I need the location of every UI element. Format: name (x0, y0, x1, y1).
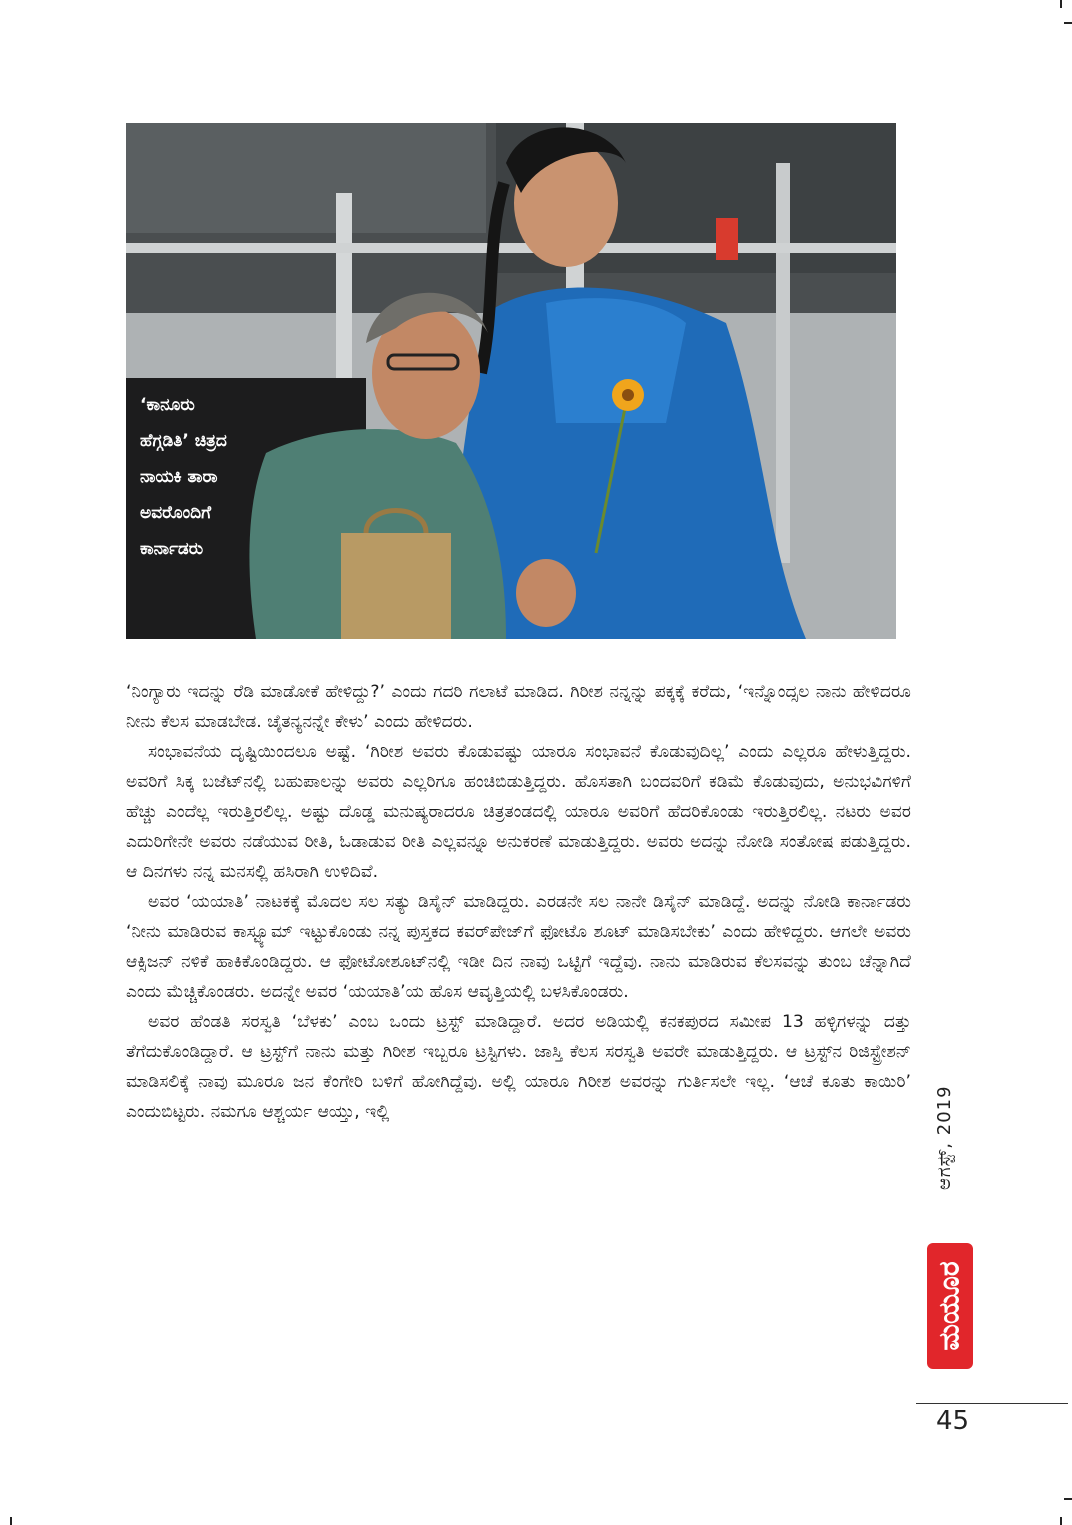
magazine-name: ಮಯೂರ (933, 1261, 967, 1351)
page-number: 45 (936, 1406, 970, 1436)
paragraph: ಅವರ ‘ಯಯಾತಿ’ ನಾಟಕಕ್ಕೆ ಮೊದಲ ಸಲ ಸತ್ಯು ಡಿಸೈನ್ ಮಾಡಿದ್ದರು. ಎರಡನೇ ಸಲ ನಾನೇ ಡಿಸೈನ್ ಮಾಡಿದ್ದೆ. ಅದನ್ನು ನೋಡಿ ಕಾರ್ನಾಡರು ‘ನೀನು ಮಾಡಿರುವ ಕಾಸ್ಟ್ಯೂಮ್ ಇಟ್ಟುಕೊಂಡು ನನ್ನ ಪುಸ್ತಕದ ಕವರ್‌ಪೇಜ್‌ಗೆ ಫೋಟೊ ಶೂಟ್ ಮಾಡಿಸಬೇಕು’ ಎಂದು ಹೇಳಿದ್ದರು. ಆಗಲೇ ಅವರು ಆಕ್ಸಿಜನ್ ನಳಿಕೆ ಹಾಕಿಕೊಂಡಿದ್ದರು. ಆ ಫೋಟೋಶೂಟ್‌ನಲ್ಲಿ ಇಡೀ ದಿನ ನಾವು ಒಟ್ಟಿಗೆ ಇದ್ದೆವು. ನಾನು ಮಾಡಿರುವ ಕೆಲಸವನ್ನು ತುಂಬ ಚೆನ್ನಾಗಿದೆ ಎಂದು ಮೆಚ್ಚಿಕೊಂಡರು. ಅದನ್ನೇ ಅವರ ‘ಯಯಾತಿ’ಯ ಹೊಸ ಆವೃತ್ತಿಯಲ್ಲಿ ಬಳಸಿಕೊಂಡರು. (126, 892, 911, 1002)
caption-line: ಕಾರ್ನಾಡರು (140, 539, 204, 559)
crop-mark (1060, 1517, 1062, 1525)
crop-mark (1064, 1498, 1072, 1500)
crop-mark (1060, 0, 1062, 8)
caption-line: ಅವರೊಂದಿಗೆ (140, 503, 212, 523)
crop-mark (1064, 22, 1072, 24)
paragraph: ಸಂಭಾವನೆಯ ದೃಷ್ಟಿಯಿಂದಲೂ ಅಷ್ಟೆ. ‘ಗಿರೀಶ ಅವರು ಕೊಡುವಷ್ಟು ಯಾರೂ ಸಂಭಾವನೆ ಕೊಡುವುದಿಲ್ಲ’ ಎಂದು ಎಲ್ಲರೂ ಹೇಳುತ್ತಿದ್ದರು. ಅವರಿಗೆ ಸಿಕ್ಕ ಬಜೆಟ್‌ನಲ್ಲಿ ಬಹುಪಾಲನ್ನು ಅವರು ಎಲ್ಲರಿಗೂ ಹಂಚಿಬಿಡುತ್ತಿದ್ದರು. ಹೊಸತಾಗಿ ಬಂದವರಿಗೆ ಕಡಿಮೆ ಕೊಡುವುದು, ಅನುಭವಿಗಳಿಗೆ ಹೆಚ್ಚು ಎಂದೆಲ್ಲ ಇರುತ್ತಿರಲಿಲ್ಲ. ಅಷ್ಟು ದೊಡ್ಡ ಮನುಷ್ಯರಾದರೂ ಚಿತ್ರತಂಡದಲ್ಲಿ ಯಾರೂ ಅವರಿಗೆ ಹೆದರಿಕೊಂಡು ಇರುತ್ತಿರಲಿಲ್ಲ. ನಟರು ಅವರ ಎದುರಿಗೇನೇ ಅವರು ನಡೆಯುವ ರೀತಿ, ಓಡಾಡುವ ರೀತಿ ಎಲ್ಲವನ್ನೂ ಅನುಕರಣೆ ಮಾಡುತ್ತಿದ್ದರು. ಅವರು ಅದನ್ನು ನೋಡಿ ಸಂತೋಷ ಪಡುತ್ತಿದ್ದರು. ಆ ದಿನಗಳು ನನ್ನ ಮನಸಲ್ಲಿ ಹಸಿರಾಗಿ ಉಳಿದಿವೆ. (126, 742, 911, 882)
crop-mark (10, 1517, 12, 1525)
caption-line: ನಾಯಕಿ ತಾರಾ (140, 467, 218, 487)
paragraph: ಅವರ ಹೆಂಡತಿ ಸರಸ್ವತಿ ‘ಬೆಳಕು’ ಎಂಬ ಒಂದು ಟ್ರಸ್ಟ್ ಮಾಡಿದ್ದಾರೆ. ಅದರ ಅಡಿಯಲ್ಲಿ ಕನಕಪುರದ ಸಮೀಪ 13 ಹಳ್ಳಿಗಳನ್ನು ದತ್ತು ತೆಗೆದುಕೊಂಡಿದ್ದಾರೆ. ಆ ಟ್ರಸ್ಟ್‌ಗೆ ನಾನು ಮತ್ತು ಗಿರೀಶ ಇಬ್ಬರೂ ಟ್ರಸ್ಟಿಗಳು. ಜಾಸ್ತಿ ಕೆಲಸ ಸರಸ್ವತಿ ಅವರೇ ಮಾಡುತ್ತಿದ್ದರು. ಆ ಟ್ರಸ್ಟ್‌ನ ರಿಜಿಸ್ಟ್ರೇಶನ್ ಮಾಡಿಸಲಿಕ್ಕೆ ನಾವು ಮೂರೂ ಜನ ಕೆಂಗೇರಿ ಬಳಿಗೆ ಹೋಗಿದ್ದೆವು. ಅಲ್ಲಿ ಯಾರೂ ಗಿರೀಶ ಅವರನ್ನು ಗುರ್ತಿಸಲೇ ಇಲ್ಲ. ‘ಆಚೆ ಕೂತು ಕಾಯಿರಿ’ ಎಂದುಬಿಟ್ಟರು. ನಮಗೂ ಆಶ್ಚರ್ಯ ಆಯ್ತು, ಇಲ್ಲಿ (126, 1012, 911, 1122)
photo-caption (140, 387, 290, 567)
article-body (126, 677, 911, 1127)
issue-date: ಆಗಸ್ಟ್, 2019 (934, 1085, 955, 1190)
article-photo (126, 123, 896, 639)
footer-rule (916, 1403, 1068, 1404)
paragraph: ‘ನಿಂಗ್ಯಾರು ಇದನ್ನು ರೆಡಿ ಮಾಡೋಕೆ ಹೇಳಿದ್ದು?’ ಎಂದು ಗದರಿ ಗಲಾಟೆ ಮಾಡಿದ. ಗಿರೀಶ ನನ್ನನ್ನು ಪಕ್ಕಕ್ಕೆ ಕರೆದು, ‘ಇನ್ನೊಂದ್ಸಲ ನಾನು ಹೇಳಿದರೂ ನೀನು ಕೆಲಸ ಮಾಡಬೇಡ. ಚೈತನ್ಯನನ್ನೇ ಕೇಳು’ ಎಂದು ಹೇಳಿದರು. (126, 682, 911, 732)
caption-line: ಹೆಗ್ಗಡಿತಿ’ ಚಿತ್ರದ (140, 431, 227, 451)
caption-line: ‘ಕಾನೂರು (140, 395, 195, 415)
magazine-logo (927, 1243, 973, 1369)
